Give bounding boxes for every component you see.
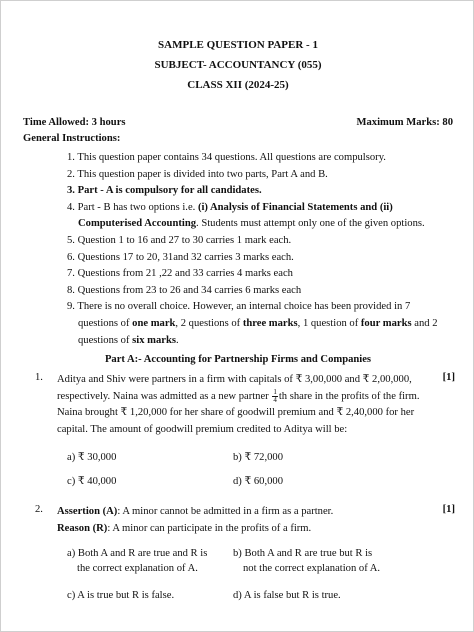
instruction-item: 1. This question paper contains 34 questions. All questions are compulsory. [67, 152, 386, 163]
paper-class: CLASS XII (2024-25) [187, 79, 289, 91]
instruction-item [67, 200, 459, 217]
instruction-text: and 2 [411, 317, 438, 329]
question-line: Naina brought ₹ 1,20,000 for her share of goodwill premium and ₹ 2,40,000 for her [57, 407, 415, 419]
instruction-text: 4. Part - B has two options i.e. [67, 201, 198, 213]
option-b[interactable]: b) ₹ 72,000 [233, 452, 283, 463]
question-text-segment: respectively. Naina was admitted as a new partner [57, 390, 272, 402]
option-a[interactable]: a) ₹ 30,000 [67, 452, 117, 463]
reason-label: Reason (R) [57, 522, 108, 534]
assertion-text: : A minor cannot be admitted in a firm as a partner. [117, 506, 334, 517]
question-line: capital. The amount of goodwill premium credited to Aditya will be: [57, 423, 348, 435]
paper-subject: SUBJECT- ACCOUNTANCY (055) [154, 59, 322, 71]
instruction-bold-text: (i) Analysis of Financial Statements and (ii) [197, 201, 393, 213]
maximum-marks: Maximum Marks: 80 [356, 117, 453, 128]
instruction-item: 6. Questions 17 to 20, 31and 32 carries 3 marks each. [67, 251, 294, 263]
assertion-label: Assertion (A) [57, 506, 118, 517]
question-line: Aditya and Shiv were partners in a firm with capitals of ₹ 3,00,000 and ₹ 2,00,000, [57, 374, 412, 385]
reason-text: : A minor can participate in the profits of a firm. [107, 522, 312, 534]
option-d[interactable]: d) A is false but R is true. [233, 590, 341, 601]
question-text-segment: th share in the profits of the firm. [278, 390, 420, 402]
instructions-list [67, 150, 459, 349]
option-c[interactable]: c) ₹ 40,000 [67, 476, 117, 487]
question-number: 1. [35, 372, 43, 383]
instructions-heading: General Instructions: [23, 133, 121, 144]
question-line [57, 389, 443, 406]
instruction-item: 3. Part - A is compulsory for all candidates. [67, 185, 262, 197]
option-d[interactable]: d) ₹ 60,000 [233, 476, 283, 487]
option-b[interactable] [233, 546, 380, 576]
question-marks: [1] [442, 504, 455, 515]
assertion-line [57, 504, 443, 521]
question-2 [25, 504, 455, 544]
instruction-text: . [176, 334, 179, 346]
instruction-item: 7. Questions from 21 ,22 and 33 carries 4 marks each [67, 268, 293, 280]
instruction-text: , 2 questions of [175, 317, 243, 329]
option-a-line-1: a) Both A and R are true and R is [67, 548, 208, 559]
option-a[interactable] [67, 546, 207, 576]
time-allowed: Time Allowed: 3 hours [23, 117, 126, 128]
instruction-bold-text: Computerised Accounting [78, 218, 197, 230]
question-text [57, 504, 443, 537]
instruction-bold-text: four marks [360, 317, 412, 329]
part-a-heading: Part A:- Accounting for Partnership Firms and Companies [104, 354, 372, 365]
instruction-bold-text: six marks [132, 334, 177, 346]
instruction-text: questions of [78, 334, 133, 346]
instruction-text: . Students must attempt only one of the given options. [196, 218, 425, 230]
reason-line [57, 521, 443, 538]
instruction-item: 2. This question paper is divided into two parts, Part A and B. [67, 168, 328, 180]
option-b-line-2: not the correct explanation of A. [243, 563, 381, 574]
instruction-item-continued [67, 316, 459, 333]
fraction-denominator: 4 [273, 395, 277, 404]
instruction-bold-text: one mark [132, 317, 176, 329]
question-marks: [1] [442, 372, 455, 383]
instruction-item-continued [67, 333, 459, 350]
instruction-text: questions of [78, 317, 133, 329]
instruction-item: 5. Question 1 to 16 and 27 to 30 carries 1 mark each. [67, 234, 292, 246]
question-text [57, 372, 443, 438]
instruction-item: 9. There is no overall choice. However, an internal choice has been provided in 7 [67, 301, 411, 313]
option-b-line-1: b) Both A and R are true but R is [233, 548, 373, 559]
fraction-numerator: 1 [273, 387, 277, 396]
option-a-line-2: the correct explanation of A. [77, 563, 198, 574]
instruction-item-continued [67, 216, 459, 233]
paper-title: SAMPLE QUESTION PAPER - 1 [158, 39, 318, 51]
option-c[interactable]: c) A is true but R is false. [67, 590, 175, 601]
question-number: 2. [35, 504, 43, 515]
instruction-bold-text: three marks [242, 317, 298, 329]
fraction [272, 389, 278, 404]
instruction-item: 8. Questions from 23 to 26 and 34 carries 6 marks each [67, 284, 302, 296]
instruction-text: , 1 question of [297, 317, 361, 329]
